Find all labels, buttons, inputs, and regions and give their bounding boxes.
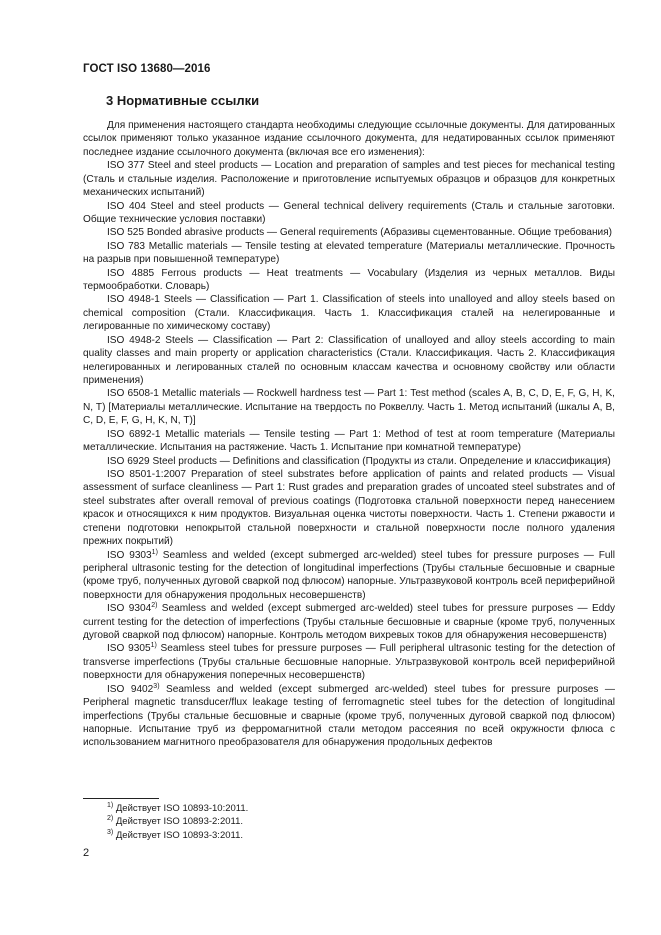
footnote-mark: 2) bbox=[107, 815, 114, 823]
footnote-mark: 3) bbox=[107, 828, 114, 836]
reference-item bbox=[83, 293, 615, 333]
reference-text: ISO 783 Metallic materials — Tensile testing at elevated temperature (Материалы металлические. Прочность на разрыв при повышенной температуре) bbox=[83, 240, 615, 266]
footnote-mark: 1) bbox=[107, 802, 114, 809]
footnote-text: Действует ISO 10893-3:2011. bbox=[113, 829, 244, 841]
reference-item bbox=[83, 159, 615, 199]
footnote-marker: 2) bbox=[151, 602, 158, 610]
section-title: 3 Нормативные ссылки bbox=[106, 93, 260, 108]
reference-item bbox=[83, 428, 615, 455]
footnote bbox=[107, 802, 248, 815]
reference-text: ISO 6892-1 Metallic materials — Tensile testing — Part 1: Method of test at room temperature (Материалы металлические. Испытания на растяжение. Часть 1. Испытание при комнатной температуре) bbox=[83, 428, 615, 454]
footnotes bbox=[107, 802, 248, 842]
reference-text: Seamless and welded (except submerged arc-welded) steel tubes for pressure purposes — Eddy current testing for the detection of imperfections (Трубы стальные бесшовные и сварные (кроме труб, полученных дуговой сваркой под флюсом) напорные. Контроль методом вихревых токов для обнаружения несовершенств) bbox=[83, 603, 615, 642]
reference-list bbox=[83, 159, 615, 750]
reference-item bbox=[83, 549, 615, 603]
footnote-marker: 3) bbox=[153, 682, 160, 690]
footnote bbox=[107, 815, 248, 828]
footnote-marker: 1) bbox=[151, 548, 158, 556]
reference-item bbox=[83, 455, 615, 468]
footnote-marker: 1) bbox=[150, 642, 157, 650]
reference-item bbox=[83, 683, 615, 750]
reference-code: ISO 9305 bbox=[107, 643, 151, 655]
reference-code: ISO 9402 bbox=[107, 683, 154, 695]
reference-text: ISO 8501-1:2007 Preparation of steel substrates before application of paints and related products — Visual assessment of surface cleanliness — Part 1: Rust grades and preparation grades of uncoated steel substrates and of steel substrates after overall removal of previous coatings (Подготовка стальной поверхности перед нанесением красок и относящихся к ним продуктов. Визуальная оценка чистоты поверхности. Часть 1. Степени ржавости и степени подготовки непокрытой стальной поверхности и стальной поверхности после полного удаления прежних покрытий) bbox=[83, 468, 615, 548]
reference-text: Seamless and welded (except submerged arc-welded) steel tubes for pressure purposes — Peripheral magnetic transducer/flux leakage testing of ferromagnetic steel tubes for the detection of longitudinal imperfections (Трубы стальные бесшовные и сварные (кроме труб, полученных дуговой сваркой под флюсом) напорные. Испытание труб из ферромагнитной стали методом рассеяния по всей окружности флюса с использованием магнитного преобразователя для обнаружения продольных дефектов bbox=[83, 683, 615, 749]
document-header: ГОСТ ISO 13680—2016 bbox=[83, 63, 211, 75]
reference-item bbox=[83, 642, 615, 682]
reference-text: Seamless steel tubes for pressure purposes — Full peripheral ultrasonic testing for the detection of transverse imperfections (Трубы стальные бесшовные напорные. Ультразвуковой контроль всей периферийной поверхности для обнаружения поперечных несовершенств) bbox=[83, 643, 615, 682]
reference-item bbox=[83, 200, 615, 227]
reference-text: ISO 6508-1 Metallic materials — Rockwell hardness test — Part 1: Test method (scales A, B, C, D, E, F, G, H, K, N, T) [Материалы металлические. Испытание на твердость по Роквеллу. Часть 1. Метод испытаний (шкалы А, В, С, D, Е, F, G, Н, K, N, Т)] bbox=[83, 388, 615, 427]
section-body bbox=[83, 119, 615, 750]
reference-item bbox=[83, 240, 615, 267]
reference-text: ISO 4948-1 Steels — Classification — Part 1. Classification of steels into unalloyed and alloy steels based on chemical composition (Стали. Классификация. Часть 1. Классификация сталей на нелегированные и легированные по химическому составу) bbox=[83, 294, 615, 333]
footnote-separator bbox=[83, 798, 159, 799]
reference-item bbox=[83, 226, 615, 239]
intro-paragraph: Для применения настоящего стандарта необходимы следующие ссылочные документы. Для датированных ссылок применяют только указанное издание ссылочного документа, для недатированных ссылок применяют последнее издание ссылочного документа (включая все его изменения): bbox=[83, 120, 615, 158]
reference-text: ISO 4885 Ferrous products — Heat treatments — Vocabulary (Изделия из черных металлов. Виды термообработки. Словарь) bbox=[83, 267, 615, 293]
reference-text: ISO 525 Bonded abrasive products — General requirements (Абразивы сцементованные. Общие требования) bbox=[107, 227, 613, 239]
reference-item bbox=[83, 602, 615, 642]
page-number: 2 bbox=[83, 847, 90, 859]
footnote bbox=[107, 829, 248, 842]
reference-text: ISO 4948-2 Steels — Classification — Part 2: Classification of unalloyed and alloy steels according to main quality classes and main property or application characteristics (Стали. Классификация. Часть 2. Классификация нелегированных и легированных сталей по основным классам качества и основному свойству или области применения) bbox=[83, 334, 615, 387]
reference-text: ISO 404 Steel and steel products — General technical delivery requirements (Сталь и стальные заготовки. Общие технические условия поставки) bbox=[83, 200, 615, 225]
reference-text: Seamless and welded (except submerged arc-welded) steel tubes for pressure purposes — Full peripheral ultrasonic testing for the detection of longitudinal imperfections (Трубы стальные бесшовные и сварные (кроме труб, полученных дуговой сваркой под флюсом) напорные. Ультразвуковой контроль всей периферийной поверхности для обнаружения продольных несовершенств) bbox=[83, 549, 615, 601]
reference-text: ISO 6929 Steel products — Definitions and classification (Продукты из стали. Определение и классификация) bbox=[107, 455, 611, 467]
footnote-text: Действует ISO 10893-10:2011. bbox=[113, 803, 249, 814]
reference-code: ISO 9304 bbox=[107, 603, 152, 615]
reference-item bbox=[83, 267, 615, 294]
footnote-text: Действует ISO 10893-2:2011. bbox=[113, 816, 244, 828]
reference-code: ISO 9303 bbox=[107, 549, 152, 561]
reference-item bbox=[83, 468, 615, 549]
reference-text: ISO 377 Steel and steel products — Location and preparation of samples and test pieces for mechanical testing (Сталь и стальные изделия. Расположение и приготовление испытуемых образцов и образцов для конкретных механических испытаний) bbox=[83, 160, 615, 199]
reference-item bbox=[83, 387, 615, 427]
reference-item bbox=[83, 334, 615, 388]
